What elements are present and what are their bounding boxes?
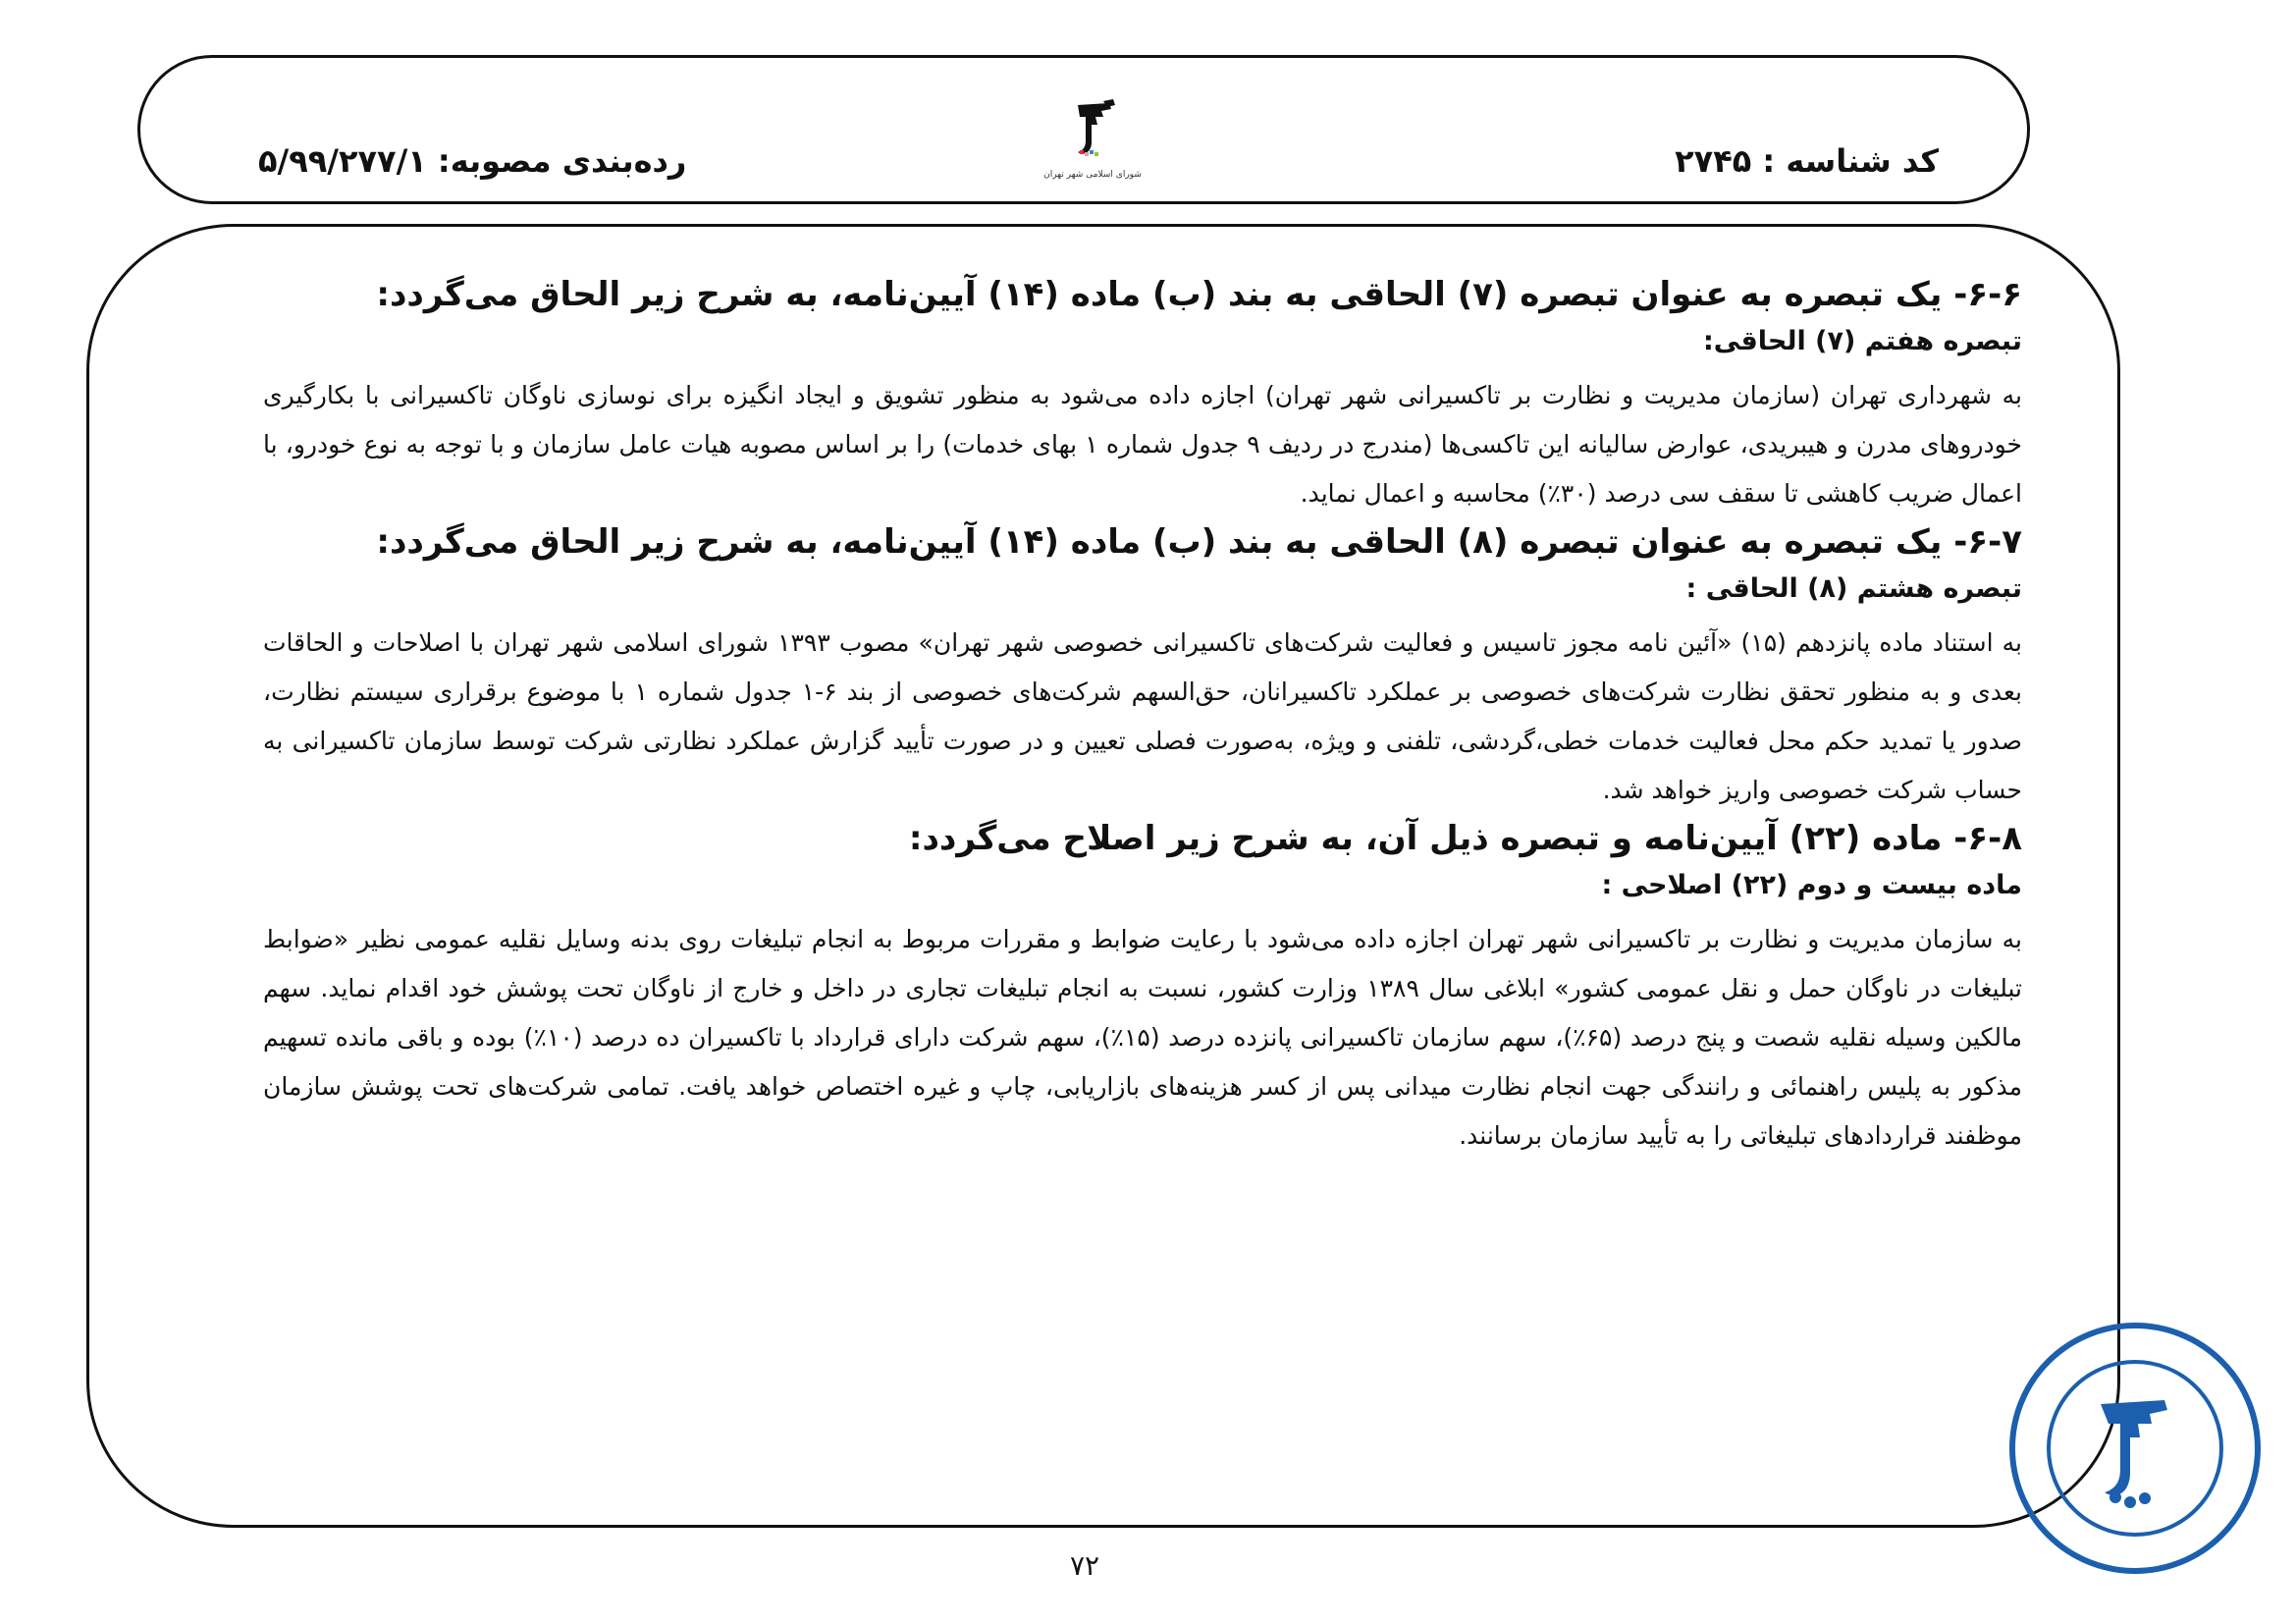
council-logo (1043, 95, 1142, 180)
page-number: ۷۲ (1070, 1549, 1100, 1582)
section-heading: ۶-۸- ماده (۲۲) آیین‌نامه و تبصره ذیل آن، به شرح زیر اصلاح می‌گردد: (908, 819, 2022, 858)
header-box (137, 55, 2030, 204)
council-logo-icon (1058, 95, 1127, 164)
code-label: کد شناسه : ۲۷۴۵ (1675, 142, 1939, 180)
section-paragraph: به استناد ماده پانزدهم (۱۵) «آئین نامه مجوز تاسیس و فعالیت شرکت‌های تاکسیرانی خصوصی شهر تهران» مصوب ۱۳۹۳ شورای اسلامی شهر تهران با اصلاحات و الحاقات بعدی و به منظور تحقق نظارت شرکت‌های خصوصی بر عملکرد تاکسیرانان، حق‌السهم شرکت‌های خصوصی از بند ۶-۱ جدول شماره ۱ با موضوع برقراری سیستم نظارت، صدور یا تمدید حکم محل فعالیت خدمات خطی،گردشی، تلفنی و ویژه، به‌صورت فصلی تعیین و در صورت تأیید گزارش عملکرد نظارتی شرکت توسط سازمان تاکسیرانی به حساب شرکت خصوصی واریز خواهد شد. (263, 628, 2023, 804)
section-6-7 (263, 520, 2022, 815)
document-body (263, 273, 2022, 1163)
section-heading: ۶-۶- یک تبصره به عنوان تبصره (۷) الحاقی به بند (ب) ماده (۱۴) آیین‌نامه، به شرح زیر الحاق می‌گردد: (376, 275, 2022, 314)
section-paragraph: به سازمان مدیریت و نظارت بر تاکسیرانی شهر تهران اجازه داده می‌شود با رعایت ضوابط و مقررات مربوط به انجام تبلیغات روی بدنه وسایل نقلیه عمومی نظیر «ضوابط تبلیغات در ناوگان حمل و نقل عمومی کشور» ابلاغی سال ۱۳۸۹ وزارت کشور، نسبت به انجام تبلیغات تجاری در داخل و خارج از ناوگان تحت پوشش خود اقدام نماید. سهم مالکین وسیله نقلیه شصت و پنج درصد (۶۵٪)، سهم سازمان تاکسیرانی پانزده درصد (۱۵٪)، سهم شرکت دارای قرارداد با تاکسیران ده درصد (۱۰٪) بوده و باقی مانده تسهیم مذکور به پلیس راهنمائی و رانندگی جهت انجام نظارت میدانی پس از کسر هزینه‌های بازاریابی، چاپ و غیره اختصاص خواهد یافت. تمامی شرکت‌های تحت پوشش سازمان موظفند قراردادهای تبلیغاتی را به تأیید سازمان برسانند. (263, 925, 2023, 1150)
section-heading: ۶-۷- یک تبصره به عنوان تبصره (۸) الحاقی به بند (ب) ماده (۱۴) آیین‌نامه، به شرح زیر الحاق می‌گردد: (376, 522, 2022, 562)
stamp-emblem-icon (2101, 1400, 2167, 1495)
stamp-inner-ring (2049, 1362, 2221, 1535)
section-subheading: ماده بیست و دوم (۲۲) اصلاحی : (1601, 870, 2022, 900)
section-paragraph: به شهرداری تهران (سازمان مدیریت و نظارت بر تاکسیرانی شهر تهران) اجازه داده می‌شود به منظور تشویق و ایجاد انگیزه برای نوسازی ناوگان تاکسیرانی با بکارگیری خودروهای مدرن و هیبریدی، عوارض سالیانه این تاکسی‌ها (مندرج در ردیف ۹ جدول شماره ۱ بهای خدمات) را بر اساس مصوبه هیات عامل سازمان و با توجه به نوع خودرو، با اعمال ضریب کاهشی تا سقف سی درصد (۳۰٪) محاسبه و اعمال نماید. (263, 381, 2023, 508)
classification-label: رده‌بندی مصوبه: ۵/۹۹/۲۷۷/۱ (258, 142, 687, 180)
section-6-8 (263, 817, 2022, 1161)
official-stamp (2002, 1316, 2268, 1581)
logo-caption: شورای اسلامی شهر تهران (1043, 170, 1142, 180)
section-6-6 (263, 273, 2022, 518)
section-subheading: تبصره هفتم (۷) الحاقی: (1702, 326, 2022, 356)
section-subheading: تبصره هشتم (۸) الحاقی : (1685, 573, 2022, 604)
